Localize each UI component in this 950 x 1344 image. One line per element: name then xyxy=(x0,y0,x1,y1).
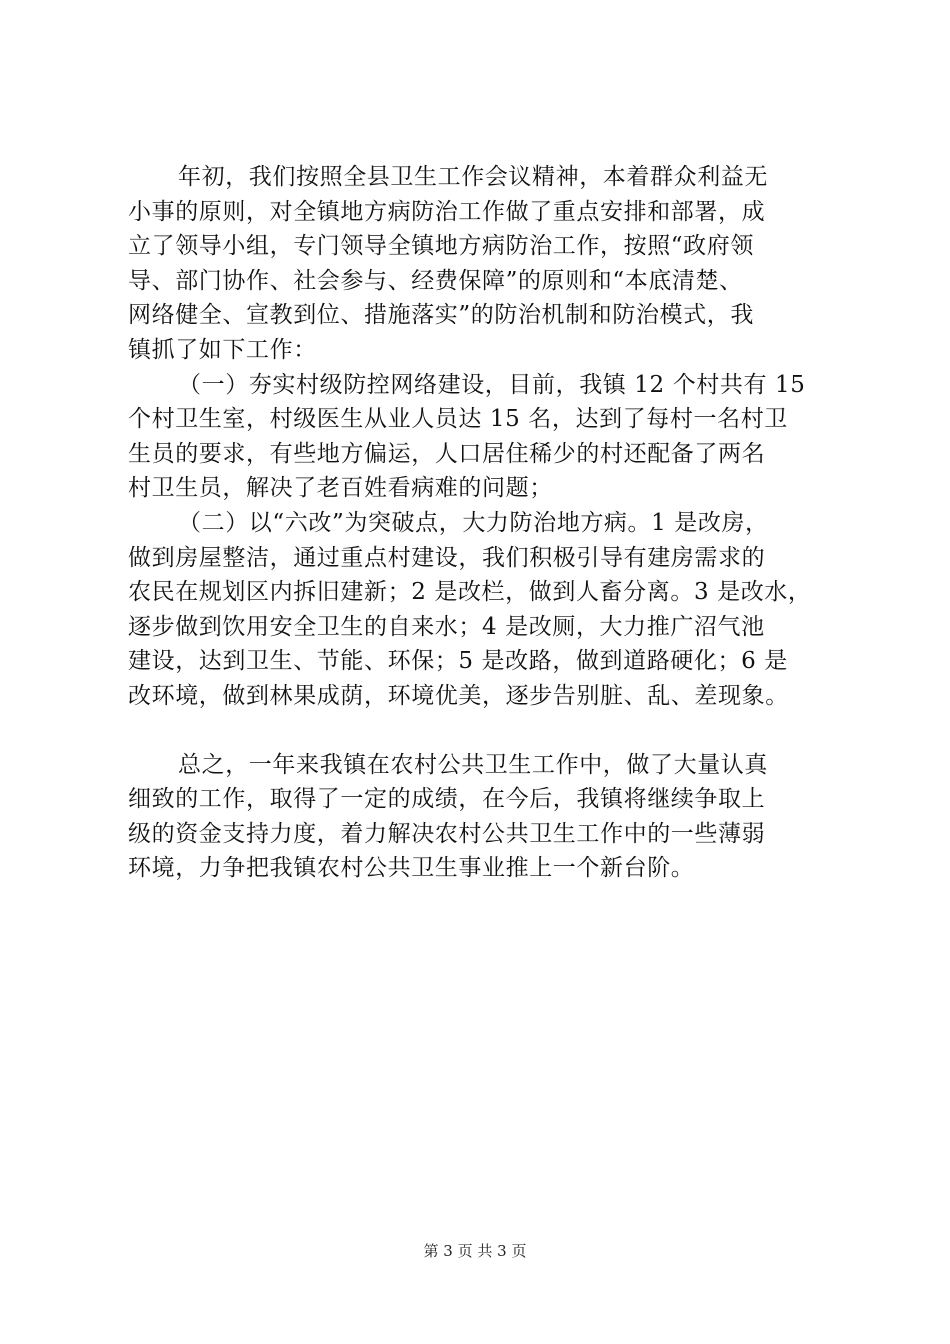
paragraph-item-two xyxy=(128,506,828,714)
text-line: 小事的原则，对全镇地方病防治工作做了重点安排和部署，成 xyxy=(128,198,766,225)
text-line: 立了领导小组，专门领导全镇地方病防治工作，按照“政府领 xyxy=(128,233,754,260)
text-line: 总之，一年来我镇在农村公共卫生工作中，做了大量认真 xyxy=(178,751,768,778)
text-line: 年初，我们按照全县卫生工作会议精神，本着群众利益无 xyxy=(178,164,768,190)
text-line: 做到房屋整洁，通过重点村建设，我们积极引导有建房需求的 xyxy=(128,544,766,571)
text-line: 细致的工作，取得了一定的成绩，在今后，我镇将继续争取上 xyxy=(128,786,766,813)
text-line: 网络健全、宣教到位、措施落实”的防治机制和防治模式，我 xyxy=(128,302,754,329)
paragraph-summary xyxy=(128,748,828,886)
text-line: 导、部门协作、社会参与、经费保障”的原则和“本底清楚、 xyxy=(128,267,743,294)
text-line: 改环境，做到林果成荫，环境优美，逐步告别脏、乱、差现象。 xyxy=(128,682,789,709)
text-line: 镇抓了如下工作： xyxy=(128,336,317,363)
paragraph-item-one xyxy=(128,368,828,506)
text-line: 生员的要求，有些地方偏运，人口居住稀少的村还配备了两名 xyxy=(128,440,766,467)
text-line: 建设，达到卫生、节能、环保；5 是改路，做到道路硬化；6 是 xyxy=(128,648,788,675)
page-number-footer: 第 3 页 共 3 页 xyxy=(423,1242,527,1260)
text-line: （二）以“六改”为突破点，大力防治地方病。1 是改房， xyxy=(178,509,769,536)
text-line: 逐步做到饮用安全卫生的自来水；4 是改厕，大力推广沼气池 xyxy=(128,613,765,640)
paragraph-intro xyxy=(128,160,828,368)
text-line: 农民在规划区内拆旧建新；2 是改栏，做到人畜分离。3 是改水， xyxy=(128,579,812,606)
text-line: 环境，力争把我镇农村公共卫生事业推上一个新台阶。 xyxy=(128,855,695,882)
text-line: 个村卫生室，村级医生从业人员达 15 名，达到了每村一名村卫 xyxy=(128,406,788,433)
paragraph-spacer xyxy=(128,714,828,748)
text-line: 村卫生员，解决了老百姓看病难的问题； xyxy=(128,475,553,502)
text-line: （一）夯实村级防控网络建设，目前，我镇 12 个村共有 15 xyxy=(178,371,806,398)
text-line: 级的资金支持力度，着力解决农村公共卫生工作中的一些薄弱 xyxy=(128,820,766,847)
document-body xyxy=(128,160,828,886)
